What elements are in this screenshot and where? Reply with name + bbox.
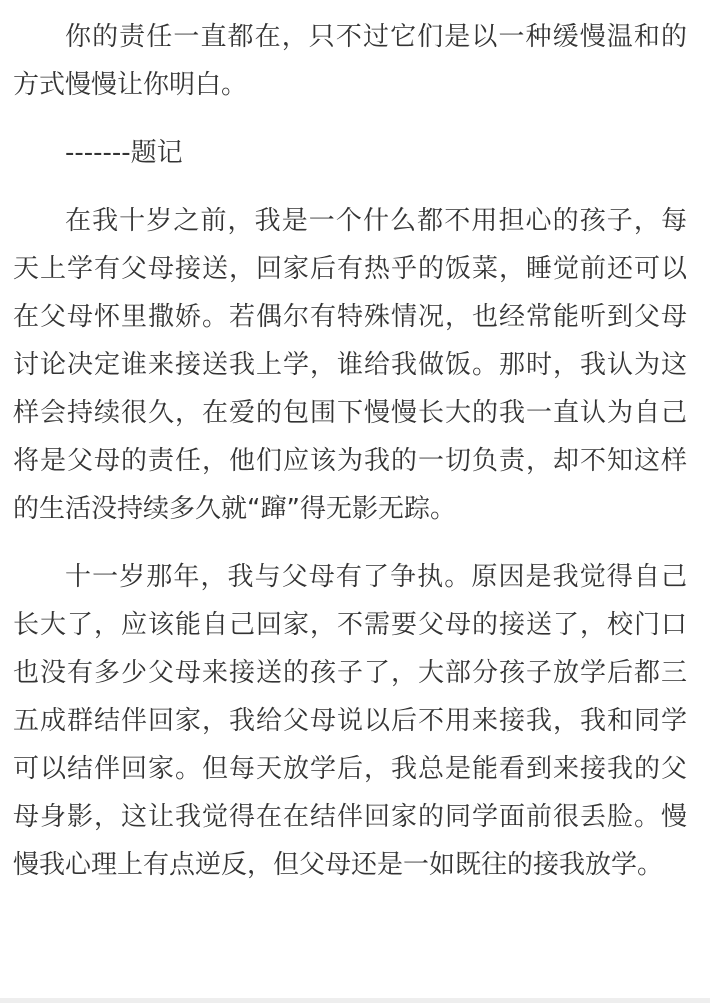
dedication-line: -------题记 — [65, 138, 183, 168]
article-body — [13, 13, 687, 889]
body-paragraph: 在我十岁之前，我是一个什么都不用担心的孩子，每天上学有父母接送，回家后有热乎的饭菜，睡觉前还可以在父母怀里撒娇。若偶尔有特殊情况，也经常能听到父母讨论决定谁来接送我上学，谁给我做饭。那时，我认为这样会持续很久，在爱的包围下慢慢长大的我一直认为自己将是父母的责任，他们应该为我的一切负责，却不知这样的生活没持续多久就“蹿”得无影无踪。 — [13, 206, 687, 524]
bottom-divider — [0, 998, 710, 1003]
intro-paragraph: 你的责任一直都在，只不过它们是以一种缓慢温和的方式慢慢让你明白。 — [13, 22, 687, 100]
body-paragraph: 十一岁那年，我与父母有了争执。原因是我觉得自己长大了，应该能自己回家，不需要父母的接送了，校门口也没有多少父母来接送的孩子了，大部分孩子放学后都三五成群结伴回家，我给父母说以后不用来接我，我和同学可以结伴回家。但每天放学后，我总是能看到来接我的父母身影，这让我觉得在在结伴回家的同学面前很丢脸。慢慢我心理上有点逆反，但父母还是一如既往的接我放学。 — [13, 562, 687, 880]
